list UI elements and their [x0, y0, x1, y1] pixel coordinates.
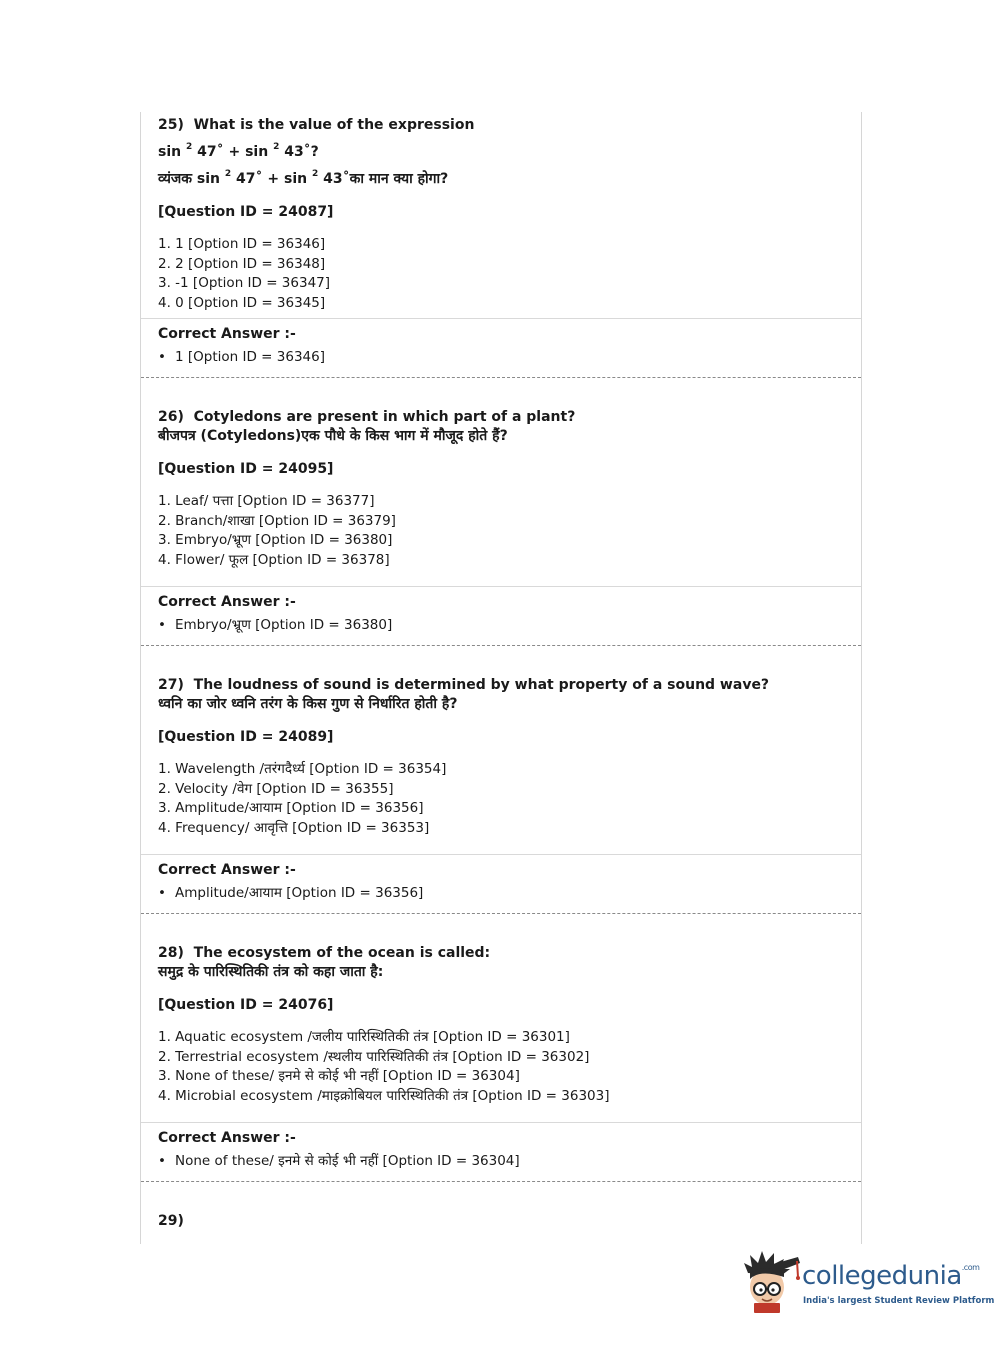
question-number: 29) — [158, 1213, 184, 1229]
correct-answer-26 — [141, 592, 878, 635]
question-id: [Question ID = 24089] — [158, 729, 334, 745]
correct-answer-label: Correct Answer :- — [158, 594, 296, 610]
question-divider — [141, 645, 861, 646]
option-1: 1. Leaf/ पत्ता [Option ID = 36377] — [158, 493, 375, 509]
correct-answer-label: Correct Answer :- — [158, 326, 296, 342]
question-text-en: 28) The ecosystem of the ocean is called: — [158, 945, 491, 961]
question-29 — [141, 1210, 878, 1232]
mascot-icon — [740, 1247, 800, 1317]
option-1: 1. Wavelength /तरंगदैर्ध्य [Option ID = 36354] — [158, 761, 447, 777]
divider — [141, 318, 861, 319]
question-expression: sin $^2$ 47˚ + sin $^2$ 43˚? — [158, 142, 319, 160]
logo-tagline: India's largest Student Review Platform — [803, 1296, 995, 1306]
question-id: [Question ID = 24095] — [158, 461, 334, 477]
question-text-en: 27) The loudness of sound is determined by what property of a sound wave? — [158, 677, 770, 693]
option-2: 2. 2 [Option ID = 36348] — [158, 255, 326, 272]
option-4: 4. 0 [Option ID = 36345] — [158, 294, 326, 311]
option-2: 2. Terrestrial ecosystem /स्थलीय पारिस्थितिकी तंत्र [Option ID = 36302] — [158, 1048, 590, 1065]
option-4: 4. Frequency/ आवृत्ति [Option ID = 36353] — [158, 819, 430, 836]
question-id: [Question ID = 24087] — [158, 204, 334, 220]
correct-answer-27 — [141, 860, 878, 903]
correct-answer-label: Correct Answer :- — [158, 862, 296, 878]
question-26 — [141, 406, 878, 570]
correct-answer-value: • 1 [Option ID = 36346] — [158, 349, 325, 365]
question-25 — [141, 112, 878, 313]
question-divider — [141, 377, 861, 378]
options-list — [158, 492, 878, 570]
option-2: 2. Branch/शाखा [Option ID = 36379] — [158, 512, 396, 529]
correct-answer-value: • Embryo/भ्रूण [Option ID = 36380] — [158, 617, 393, 633]
option-1: 1. Aquatic ecosystem /जलीय पारिस्थितिकी तंत्र [Option ID = 36301] — [158, 1029, 570, 1045]
options-list — [158, 235, 878, 313]
options-list — [158, 760, 878, 838]
question-text-en: 25) What is the value of the expression — [158, 117, 475, 133]
question-text-hi: बीजपत्र (Cotyledons)एक पौधे के किस भाग में मौजूद होते हैं? — [158, 428, 508, 444]
option-3: 3. Amplitude/आयाम [Option ID = 36356] — [158, 800, 424, 816]
question-text-hi: समुद्र के पारिस्थितिकी तंत्र को कहा जाता है: — [158, 964, 384, 980]
divider — [141, 854, 861, 855]
options-list — [158, 1028, 878, 1106]
correct-answer-25 — [141, 324, 878, 367]
option-1: 1. 1 [Option ID = 36346] — [158, 236, 326, 252]
question-text-hi: व्यंजक sin $^2$ 47˚ + sin $^2$ 43˚का मान क्या होगा? — [158, 169, 449, 187]
option-3: 3. Embryo/भ्रूण [Option ID = 36380] — [158, 532, 393, 548]
question-text-hi: ध्वनि का जोर ध्वनि तरंग के किस गुण से निर्धारित होती है? — [158, 696, 458, 712]
question-paper-frame — [140, 112, 862, 1244]
correct-answer-label: Correct Answer :- — [158, 1130, 296, 1146]
question-id: [Question ID = 24076] — [158, 997, 334, 1013]
divider — [141, 586, 861, 587]
option-2: 2. Velocity /वेग [Option ID = 36355] — [158, 780, 394, 797]
correct-answer-28 — [141, 1128, 878, 1171]
question-text-en: 26) Cotyledons are present in which part of a plant? — [158, 409, 576, 425]
question-divider — [141, 1181, 861, 1182]
option-4: 4. Microbial ecosystem /माइक्रोबियल पारिस्थितिकी तंत्र [Option ID = 36303] — [158, 1087, 610, 1104]
collegedunia-logo[interactable] — [740, 1247, 995, 1317]
option-4: 4. Flower/ फूल [Option ID = 36378] — [158, 551, 390, 568]
option-3: 3. -1 [Option ID = 36347] — [158, 275, 331, 291]
logo-wordmark: collegedunia$^{.com}$ — [802, 1261, 980, 1291]
divider — [141, 1122, 861, 1123]
question-divider — [141, 913, 861, 914]
option-3: 3. None of these/ इनमे से कोई भी नहीं [Option ID = 36304] — [158, 1068, 520, 1084]
correct-answer-value: • None of these/ इनमे से कोई भी नहीं [Option ID = 36304] — [158, 1153, 520, 1169]
correct-answer-value: • Amplitude/आयाम [Option ID = 36356] — [158, 885, 424, 901]
question-27 — [141, 674, 878, 838]
question-28 — [141, 942, 878, 1106]
